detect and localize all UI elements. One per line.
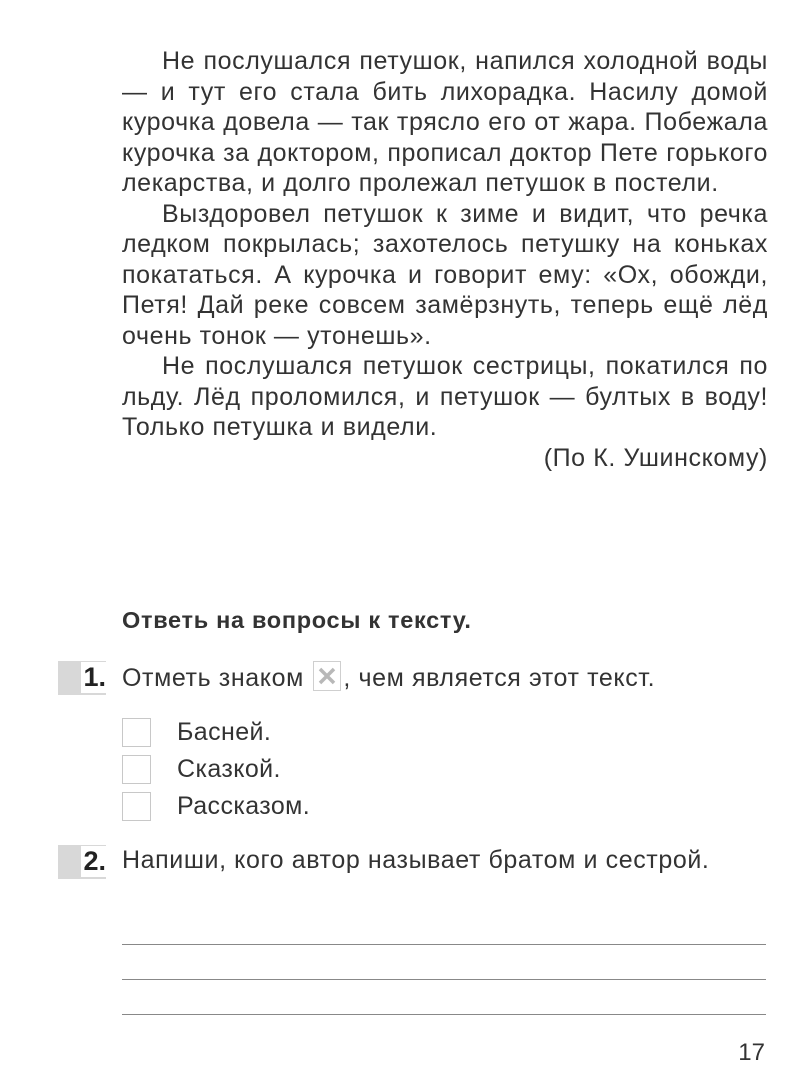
option-fable-label: Басней.	[177, 718, 272, 746]
task-2	[58, 845, 768, 915]
task-1-number-badge	[58, 661, 106, 695]
story-paragraph-1: Не послушался петушок, напился холодной воды — и тут его стала бить лихорадка. Насилу домой курочка довела — так трясло его от жара. Побежала курочка за доктором, прописал доктор Пете горького лекарства, и долго пролежал петушок в постели.	[122, 47, 768, 197]
task-1	[58, 661, 768, 701]
option-fairy-tale-checkbox[interactable]	[122, 755, 151, 784]
task-2-question: Напиши, кого автор называет братом и сестрой.	[122, 846, 710, 874]
option-story-checkbox[interactable]	[122, 792, 151, 821]
page-number: 17	[738, 1039, 765, 1066]
task-1-text-after: , чем является этот текст.	[343, 664, 656, 692]
answer-line[interactable]	[122, 1014, 766, 1015]
story-text	[122, 46, 768, 473]
answer-line[interactable]	[122, 979, 766, 980]
task-2-number: 2.	[83, 846, 106, 876]
option-fairy-tale-label: Сказкой.	[177, 755, 281, 783]
answer-line[interactable]	[122, 944, 766, 945]
option-story-label: Рассказом.	[177, 792, 311, 820]
task-1-question	[122, 661, 768, 693]
task-2-number-badge	[58, 845, 106, 879]
story-paragraph-2: Выздоровел петушок к зиме и видит, что речка ледком покрылась; захотелось петушку на коньках покататься. А курочка и говорит ему: «Ох, обожди, Петя! Дай реке совсем замёрзнуть, теперь ещё лёд очень тонок — утонешь».	[122, 199, 768, 350]
task-1-text-before: Отметь знаком	[122, 664, 304, 692]
x-mark-icon	[313, 661, 341, 691]
story-paragraph-3: Не послушался петушок сестрицы, покатился по льду. Лёд проломился, и петушок — бултых в воду! Только петушка и видели.	[122, 352, 768, 441]
option-fable-checkbox[interactable]	[122, 718, 151, 747]
story-attribution: (По К. Ушинскому)	[543, 443, 768, 472]
task-1-number: 1.	[83, 662, 106, 692]
section-title: Ответь на вопросы к тексту.	[122, 607, 472, 633]
